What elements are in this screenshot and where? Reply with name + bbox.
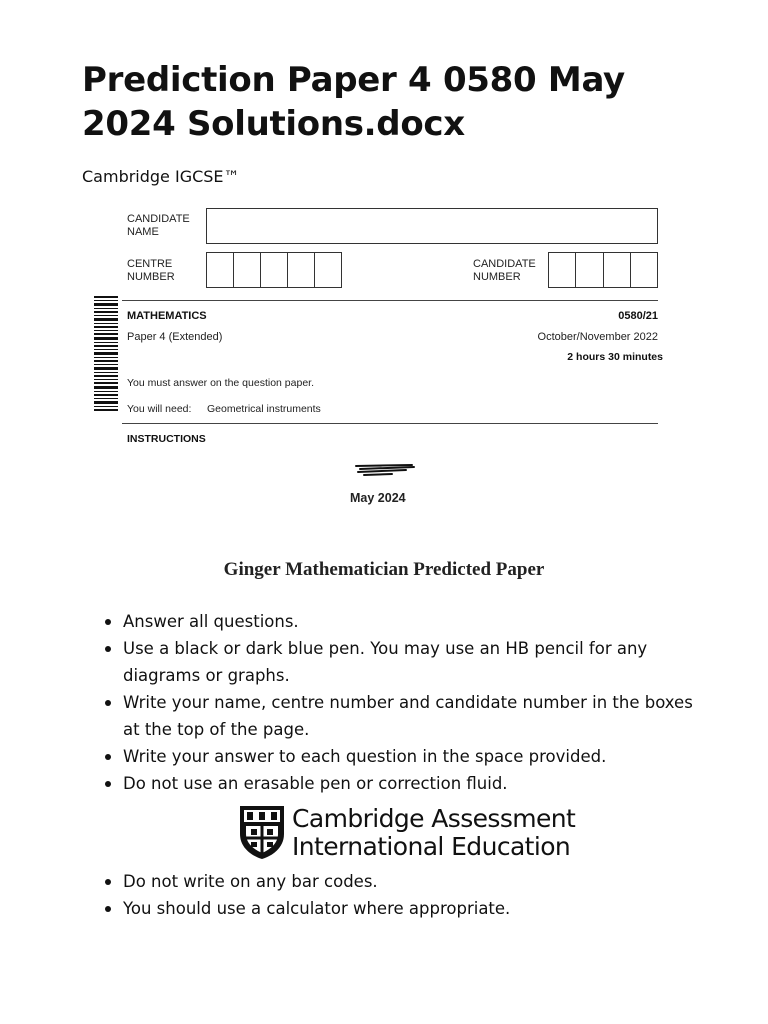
digit-cell (261, 253, 288, 287)
instructions-list (102, 608, 702, 797)
list-item: Do not use an erasable pen or correction fluid. (102, 770, 702, 797)
equipment-value: Geometrical instruments (207, 403, 321, 415)
list-item: Write your answer to each question in the space provided. (102, 743, 702, 770)
cambridge-logo (238, 804, 578, 862)
subject-name: MATHEMATICS (127, 310, 207, 322)
list-item: Use a black or dark blue pen. You may use an HB pencil for any diagrams or graphs. (102, 635, 702, 689)
candidate-number-box (548, 252, 658, 288)
list-item: Do not write on any bar codes. (102, 868, 702, 895)
candidate-name-label: CANDIDATE NAME (127, 213, 190, 238)
list-item: Write your name, centre number and candidate number in the boxes at the top of the page. (102, 689, 702, 743)
digit-cell (631, 253, 657, 287)
divider (122, 423, 658, 424)
digit-cell (604, 253, 631, 287)
digit-cell (288, 253, 315, 287)
candidate-name-box (206, 208, 658, 244)
digit-cell (315, 253, 341, 287)
exam-session: October/November 2022 (537, 331, 658, 343)
redaction-scribble-icon (354, 462, 416, 478)
instructions-heading: INSTRUCTIONS (127, 433, 206, 445)
exam-duration: 2 hours 30 minutes (567, 351, 663, 363)
digit-cell (207, 253, 234, 287)
digit-cell (234, 253, 261, 287)
predicted-paper-heading: Ginger Mathematician Predicted Paper (223, 559, 545, 580)
answer-note: You must answer on the question paper. (127, 377, 314, 389)
list-item: You should use a calculator where appropriate. (102, 895, 702, 922)
divider (122, 300, 658, 301)
equipment-label: You will need: (127, 403, 192, 415)
document-subtitle: Cambridge IGCSE™ (82, 167, 240, 186)
digit-cell (549, 253, 576, 287)
document-title: Prediction Paper 4 0580 May 2024 Solutions.docx (82, 60, 625, 144)
crest-shield-icon (238, 804, 286, 860)
paper-code: 0580/21 (618, 310, 658, 322)
centre-number-label: CENTRE NUMBER (127, 258, 175, 283)
barcode-icon (94, 296, 118, 412)
logo-text-line1: Cambridge Assessment (292, 804, 576, 833)
exam-month: May 2024 (350, 491, 406, 505)
candidate-number-label: CANDIDATE NUMBER (473, 258, 536, 283)
paper-name: Paper 4 (Extended) (127, 331, 223, 343)
logo-text-line2: International Education (292, 832, 571, 861)
list-item: Answer all questions. (102, 608, 702, 635)
digit-cell (576, 253, 603, 287)
instructions-list-continued (102, 868, 702, 922)
centre-number-box (206, 252, 342, 288)
